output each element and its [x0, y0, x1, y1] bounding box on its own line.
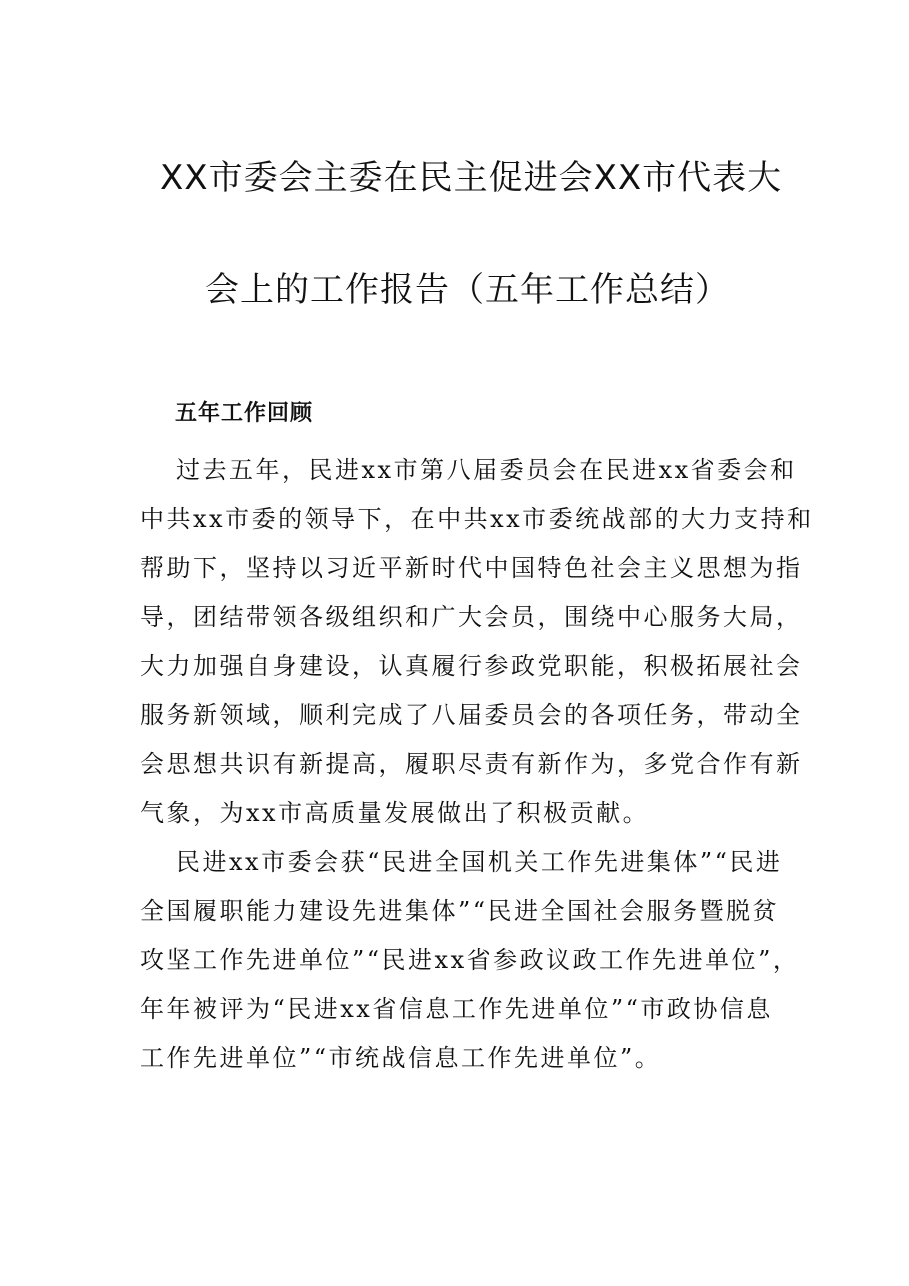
paragraph-line: 工作先进单位”“市统战信息工作先进单位”。 [140, 1044, 662, 1072]
paragraph-line: 服务新领域，顺利完成了八届委员会的各项任务，带动全 [140, 701, 803, 729]
paragraph-line: 过去五年，民进xx市第八届委员会在民进xx省委会和 [176, 456, 797, 484]
document-title-line-2: 会上的工作报告（五年工作总结） [205, 270, 730, 310]
paragraph-2 [140, 844, 800, 1089]
document-title-line-1: XX市委会主委在民主促进会XX市代表大 [160, 158, 783, 198]
paragraph-1 [140, 452, 814, 844]
paragraph-line: 帮助下，坚持以习近平新时代中国特色社会主义思想为指 [140, 554, 803, 582]
paragraph-line: 民进xx市委会获“民进全国机关工作先进集体”“民进 [176, 848, 783, 876]
paragraph-line: 中共xx市委的领导下，在中共xx市委统战部的大力支持和 [140, 505, 814, 533]
paragraph-line: 全国履职能力建设先进集体”“民进全国社会服务暨脱贫 [140, 897, 780, 925]
section-heading: 五年工作回顾 [175, 401, 314, 426]
paragraph-line: 大力加强自身建设，认真履行参政党职能，积极拓展社会 [140, 652, 803, 680]
paragraph-line: 气象，为xx市高质量发展做出了积极贡献。 [140, 799, 650, 827]
paragraph-line: 攻坚工作先进单位”“民进xx省参政议政工作先进单位”， [140, 946, 800, 974]
paragraph-line: 导，团结带领各级组织和广大会员，围绕中心服务大局， [140, 603, 803, 631]
paragraph-line: 年年被评为“民进xx省信息工作先进单位”“市政协信息 [140, 995, 773, 1023]
paragraph-line: 会思想共识有新提高，履职尽责有新作为，多党合作有新 [140, 750, 803, 778]
